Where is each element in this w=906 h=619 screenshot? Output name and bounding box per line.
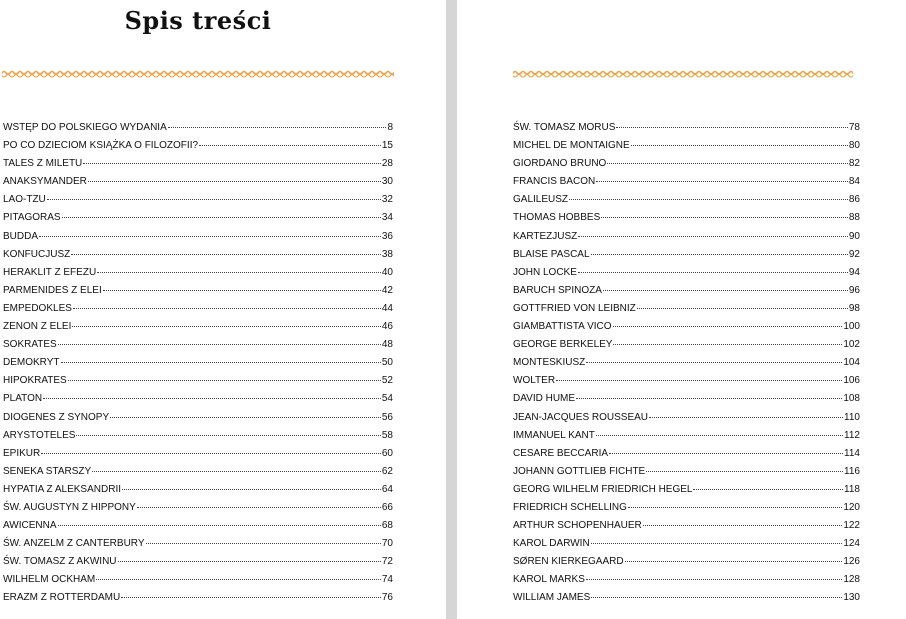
toc-entry-title: ŚW. TOMASZ MORUS — [513, 122, 616, 133]
toc-entry-title: PITAGORAS — [3, 212, 61, 224]
dot-leader — [646, 471, 843, 472]
toc-entry-title: LAO-TZU — [3, 194, 46, 206]
toc-entry-title: PARMENIDES Z ELEI — [3, 284, 102, 296]
toc-entry-page-number: 120 — [843, 501, 860, 513]
toc-entry-page-number: 90 — [848, 230, 860, 242]
toc-entry-page-number: 82 — [848, 158, 860, 170]
dot-leader — [643, 525, 843, 526]
toc-entry-title: MONTESKIUSZ — [513, 357, 586, 369]
toc-entry-title: JEAN-JACQUES ROUSSEAU — [513, 411, 649, 423]
toc-entry[interactable] — [3, 300, 393, 318]
toc-entry-title: ŚW. ANZELM Z CANTERBURY — [3, 538, 145, 550]
toc-entry[interactable] — [513, 390, 860, 408]
toc-entry-page-number: 68 — [381, 520, 393, 532]
toc-entry-title: SØREN KIERKEGAARD — [513, 556, 624, 568]
toc-entry[interactable] — [513, 300, 860, 318]
toc-entry-title: GALILEUSZ — [513, 194, 569, 206]
dot-leader — [58, 525, 381, 526]
toc-entry-title: PO CO DZIECIOM KSIĄŻKA O FILOZOFII? — [3, 140, 199, 152]
dot-leader — [649, 417, 843, 418]
toc-entry-title: DIOGENES Z SYNOPY — [3, 411, 110, 423]
toc-entry[interactable] — [3, 372, 393, 390]
dot-leader — [628, 507, 842, 508]
toc-entry-title: SOKRATES — [3, 339, 57, 351]
toc-entry-title: TALES Z MILETU — [3, 158, 83, 170]
dot-leader — [39, 236, 381, 237]
toc-entry-title: HYPATIA Z ALEKSANDRII — [3, 483, 121, 495]
toc-entry-page-number: 128 — [843, 574, 860, 586]
toc-entry[interactable] — [513, 445, 860, 463]
toc-entry-page-number: 94 — [848, 266, 860, 278]
dot-leader — [121, 597, 381, 598]
toc-entry[interactable] — [3, 318, 393, 336]
toc-entry-page-number: 42 — [381, 284, 393, 296]
toc-entry-title: ERAZM Z ROTTERDAMU — [3, 592, 121, 604]
toc-entry-title: KAROL DARWIN — [513, 538, 590, 550]
toc-entry-page-number: 64 — [381, 483, 393, 495]
toc-entry-title: ZENON Z ELEI — [3, 321, 72, 333]
toc-entry-title: DEMOKRYT — [3, 357, 60, 369]
toc-entry-page-number: 66 — [381, 501, 393, 513]
dot-leader — [586, 579, 842, 580]
toc-entry-page-number: 44 — [381, 302, 393, 314]
toc-entry[interactable] — [3, 517, 393, 535]
toc-entry-title: GEORGE BERKELEY — [513, 339, 613, 351]
dot-leader — [73, 308, 381, 309]
toc-entry[interactable] — [3, 445, 393, 463]
toc-entry[interactable] — [3, 155, 393, 173]
decorative-divider — [513, 68, 853, 80]
toc-entry-page-number: 48 — [381, 339, 393, 351]
toc-entry-page-number: 80 — [848, 140, 860, 152]
page-left — [0, 0, 446, 619]
toc-entry-page-number: 84 — [848, 176, 860, 188]
toc-entry-title: KONFUCJUSZ — [3, 248, 71, 260]
toc-entry-page-number: 118 — [844, 483, 860, 495]
dot-leader — [601, 217, 848, 218]
toc-entry[interactable] — [3, 571, 393, 589]
toc-entry-title: GIORDANO BRUNO — [513, 158, 607, 170]
toc-entry[interactable] — [513, 336, 860, 354]
toc-entry[interactable] — [513, 228, 860, 246]
toc-entry[interactable] — [3, 173, 393, 191]
toc-entry-page-number: 102 — [843, 339, 860, 351]
dot-leader — [591, 543, 843, 544]
dot-leader — [613, 344, 842, 345]
toc-entry[interactable] — [3, 246, 393, 264]
toc-entry-page-number: 108 — [843, 393, 860, 405]
toc-entry-page-number: 106 — [843, 375, 860, 387]
dot-leader — [76, 435, 380, 436]
toc-entry-title: GIAMBATTISTA VICO — [513, 321, 612, 333]
toc-entry-page-number: 70 — [381, 538, 393, 550]
toc-entry-title: FRIEDRICH SCHELLING — [513, 501, 627, 513]
toc-entry[interactable] — [513, 589, 860, 607]
toc-entry-page-number: 98 — [848, 302, 860, 314]
toc-entry[interactable] — [3, 535, 393, 553]
toc-entry-page-number: 78 — [848, 122, 860, 133]
toc-entry-title: WILHELM OCKHAM — [3, 574, 96, 586]
dot-leader — [146, 543, 381, 544]
toc-entry-page-number: 96 — [848, 284, 860, 296]
toc-entry-title: ARTHUR SCHOPENHAUER — [513, 520, 642, 532]
dot-leader — [41, 453, 381, 454]
toc-entry-title: EPIKUR — [3, 447, 41, 459]
dot-leader — [556, 380, 842, 381]
toc-entry-page-number: 56 — [381, 411, 393, 423]
toc-entry-page-number: 30 — [381, 176, 393, 188]
toc-entry-page-number: 54 — [381, 393, 393, 405]
toc-entry[interactable] — [3, 354, 393, 372]
toc-entry[interactable] — [3, 282, 393, 300]
dot-leader — [596, 435, 843, 436]
toc-entry[interactable] — [513, 517, 860, 535]
page-right — [457, 0, 906, 619]
toc-entry-page-number: 76 — [381, 592, 393, 604]
toc-entry[interactable] — [513, 499, 860, 517]
toc-entry-page-number: 58 — [381, 429, 393, 441]
dot-leader — [607, 163, 848, 164]
dot-leader — [61, 362, 381, 363]
dot-leader — [569, 199, 848, 200]
toc-entry-title: THOMAS HOBBES — [513, 212, 601, 224]
dot-leader — [578, 236, 848, 237]
dot-leader — [88, 181, 381, 182]
toc-entry-title: PLATON — [3, 393, 43, 405]
toc-entry-page-number: 74 — [381, 574, 393, 586]
dot-leader — [97, 272, 381, 273]
toc-entry[interactable] — [513, 155, 860, 173]
dot-leader — [110, 417, 381, 418]
dot-leader — [586, 362, 842, 363]
toc-entry-page-number: 112 — [844, 429, 860, 441]
toc-entry[interactable] — [3, 137, 393, 155]
toc-entry[interactable] — [513, 246, 860, 264]
toc-entry-page-number: 110 — [844, 411, 860, 423]
toc-entry-title: ŚW. AUGUSTYN Z HIPPONY — [3, 501, 136, 513]
toc-entry[interactable] — [513, 137, 860, 155]
toc-entry[interactable] — [3, 209, 393, 227]
toc-entry-page-number: 104 — [843, 357, 860, 369]
toc-entry[interactable] — [513, 481, 860, 499]
toc-entry[interactable] — [513, 354, 860, 372]
toc-entry[interactable] — [513, 282, 860, 300]
toc-entry-title: SENEKA STARSZY — [3, 465, 92, 477]
dot-leader — [118, 561, 381, 562]
dot-leader — [578, 272, 848, 273]
toc-entry-page-number: 62 — [381, 465, 393, 477]
toc-entry-page-number: 60 — [381, 447, 393, 459]
toc-entry[interactable] — [513, 372, 860, 390]
dot-leader — [616, 127, 847, 128]
toc-entry[interactable] — [513, 209, 860, 227]
dot-leader — [62, 217, 381, 218]
toc-entry-page-number: 92 — [848, 248, 860, 260]
dot-leader — [625, 561, 843, 562]
dot-leader — [637, 308, 848, 309]
toc-entry[interactable] — [513, 553, 860, 571]
toc-entry-page-number: 8 — [387, 122, 393, 133]
dot-leader — [58, 344, 381, 345]
toc-entry-title: JOHN LOCKE — [513, 266, 577, 278]
toc-entry-page-number: 28 — [381, 158, 393, 170]
dot-leader — [631, 145, 848, 146]
toc-entry[interactable] — [513, 571, 860, 589]
toc-entry-title: KAROL MARKS — [513, 574, 585, 586]
toc-entry-title: IMMANUEL KANT — [513, 429, 595, 441]
toc-entry-title: AWICENNA — [3, 520, 57, 532]
toc-entry-page-number: 15 — [381, 140, 393, 152]
toc-entry-title: FRANCIS BACON — [513, 176, 596, 188]
dot-leader — [591, 597, 842, 598]
toc-entry-title: HIPOKRATES — [3, 375, 67, 387]
dot-leader — [591, 254, 848, 255]
dot-leader — [72, 326, 381, 327]
toc-entry-page-number: 36 — [381, 230, 393, 242]
toc-entry-page-number: 72 — [381, 556, 393, 568]
dot-leader — [43, 398, 381, 399]
toc-entry[interactable] — [3, 481, 393, 499]
toc-entry-page-number: 34 — [381, 212, 393, 224]
toc-entry-title: WOLTER — [513, 375, 556, 387]
toc-list-right — [513, 119, 860, 608]
toc-entry-page-number: 114 — [844, 447, 860, 459]
toc-entry[interactable] — [3, 119, 393, 137]
dot-leader — [103, 290, 381, 291]
toc-entry-title: JOHANN GOTTLIEB FICHTE — [513, 465, 646, 477]
toc-entry-page-number: 122 — [843, 520, 860, 532]
toc-entry-page-number: 116 — [844, 465, 860, 477]
dot-leader — [693, 489, 843, 490]
toc-entry-page-number: 86 — [848, 194, 860, 206]
dot-leader — [96, 579, 381, 580]
toc-entry-title: HERAKLIT Z EFEZU — [3, 266, 97, 278]
toc-entry[interactable] — [3, 228, 393, 246]
toc-entry[interactable] — [3, 409, 393, 427]
toc-entry[interactable] — [3, 191, 393, 209]
toc-entry-title: CESARE BECCARIA — [513, 447, 609, 459]
dot-leader — [83, 163, 381, 164]
toc-entry-title: MICHEL DE MONTAIGNE — [513, 140, 630, 152]
toc-entry[interactable] — [513, 427, 860, 445]
toc-entry[interactable] — [3, 463, 393, 481]
toc-entry[interactable] — [3, 427, 393, 445]
toc-entry-page-number: 52 — [381, 375, 393, 387]
toc-entry-page-number: 38 — [381, 248, 393, 260]
toc-entry-title: DAVID HUME — [513, 393, 576, 405]
toc-entry[interactable] — [513, 463, 860, 481]
toc-entry-title: WILLIAM JAMES — [513, 592, 591, 604]
toc-entry-page-number: 46 — [381, 321, 393, 333]
toc-entry-page-number: 100 — [843, 321, 860, 333]
decorative-divider — [2, 68, 394, 80]
toc-entry[interactable] — [513, 173, 860, 191]
toc-entry-title: BLAISE PASCAL — [513, 248, 590, 260]
dot-leader — [71, 254, 381, 255]
toc-entry-title: BUDDA — [3, 230, 39, 242]
dot-leader — [576, 398, 842, 399]
dot-leader — [68, 380, 381, 381]
page-title: Spis treści — [124, 6, 272, 35]
toc-entry-title: ARYSTOTELES — [3, 429, 76, 441]
dot-leader — [609, 453, 843, 454]
dot-leader — [92, 471, 381, 472]
toc-entry-title: ŚW. TOMASZ Z AKWINU — [3, 556, 117, 568]
toc-entry-title: KARTEZJUSZ — [513, 230, 578, 242]
dot-leader — [47, 199, 381, 200]
dot-leader — [168, 127, 387, 128]
toc-entry-title: GEORG WILHELM FRIEDRICH HEGEL — [513, 483, 693, 495]
toc-entry[interactable] — [513, 535, 860, 553]
toc-entry-page-number: 40 — [381, 266, 393, 278]
toc-entry[interactable] — [513, 191, 860, 209]
toc-list-left — [3, 119, 393, 608]
dot-leader — [596, 181, 848, 182]
toc-entry-title: GOTTFRIED VON LEIBNIZ — [513, 302, 636, 314]
toc-entry[interactable] — [3, 390, 393, 408]
dot-leader — [122, 489, 381, 490]
toc-entry[interactable] — [513, 264, 860, 282]
toc-entry[interactable] — [513, 119, 860, 137]
dot-leader — [603, 290, 848, 291]
toc-entry[interactable] — [513, 318, 860, 336]
toc-entry-page-number: 126 — [843, 556, 860, 568]
toc-entry[interactable] — [3, 553, 393, 571]
toc-entry-page-number: 32 — [381, 194, 393, 206]
dot-leader — [137, 507, 381, 508]
toc-entry-title: EMPEDOKLES — [3, 302, 72, 314]
toc-entry[interactable] — [513, 409, 860, 427]
toc-entry-page-number: 130 — [843, 592, 860, 604]
toc-entry[interactable] — [3, 499, 393, 517]
toc-entry-title: BARUCH SPINOZA — [513, 284, 602, 296]
toc-entry-page-number: 50 — [381, 357, 393, 369]
dot-leader — [613, 326, 843, 327]
toc-entry[interactable] — [3, 264, 393, 282]
dot-leader — [199, 145, 381, 146]
toc-entry-title: ANAKSYMANDER — [3, 176, 87, 188]
toc-entry[interactable] — [3, 589, 393, 607]
toc-entry-page-number: 88 — [848, 212, 860, 224]
toc-entry-title: WSTĘP DO POLSKIEGO WYDANIA — [3, 122, 167, 133]
toc-entry[interactable] — [3, 336, 393, 354]
toc-entry-page-number: 124 — [843, 538, 860, 550]
